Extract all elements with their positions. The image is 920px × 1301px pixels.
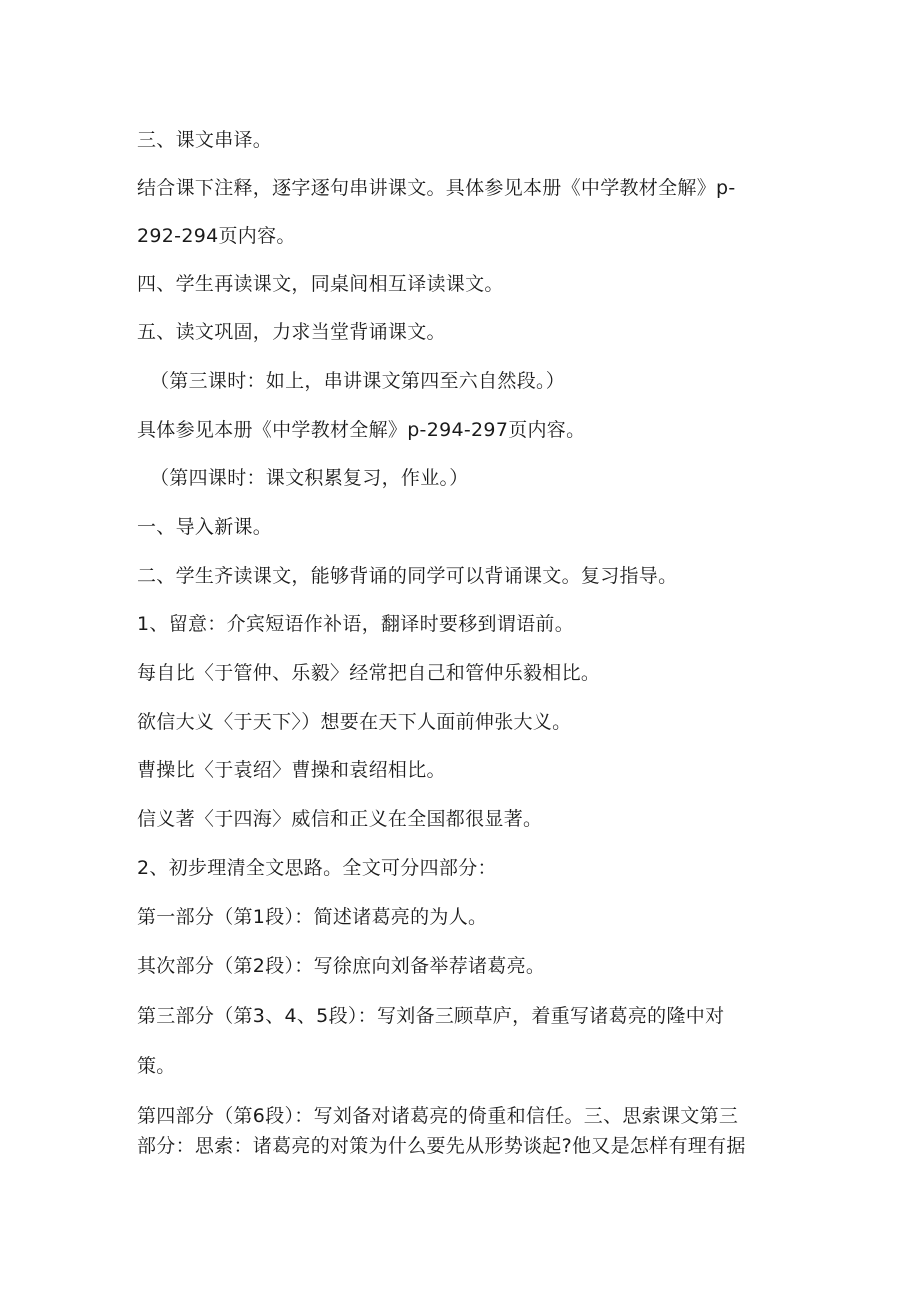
text-line: 部分：思索：诸葛亮的对策为什么要先从形势谈起?他又是怎样有理有据 (137, 1135, 746, 1157)
text-line: 具体参见本册《中学教材全解》p-294-297页内容。 (137, 419, 586, 441)
text-line: 第四部分（第6段）：写刘备对诸葛亮的倚重和信任。三、思索课文第三 (137, 1105, 739, 1127)
text-line: 策。 (137, 1055, 176, 1077)
text-line: （第四课时：课文积累复习，作业。） (150, 467, 469, 489)
text-line: 五、读文巩固，力求当堂背诵课文。 (137, 321, 446, 343)
text-line: 其次部分（第2段）：写徐庶向刘备举荐诸葛亮。 (137, 955, 546, 977)
text-line: 三、课文串译。 (137, 129, 273, 151)
text-line: 欲信大义〈于天下〉）想要在天下人面前伸张大义。 (137, 711, 572, 733)
text-line: 292-294页内容。 (137, 225, 296, 247)
text-line: 2、初步理清全文思路。全文可分四部分： (137, 857, 497, 879)
text-line: 信义著〈于四海〉威信和正义在全国都很显著。 (137, 808, 543, 830)
text-line: 1、留意：介宾短语作补语，翻译时要移到谓语前。 (137, 613, 574, 635)
text-line: 每自比〈于管仲、乐毅〉经常把自己和管仲乐毅相比。 (137, 662, 601, 684)
text-line: 一、导入新课。 (137, 516, 273, 538)
text-line: 四、学生再读课文，同桌间相互译读课文。 (137, 273, 504, 295)
text-line: 曹操比〈于袁绍〉曹操和袁绍相比。 (137, 759, 446, 781)
text-line: 二、学生齐读课文，能够背诵的同学可以背诵课文。复习指导。 (137, 565, 678, 587)
text-line: （第三课时：如上，串讲课文第四至六自然段。） (150, 370, 566, 392)
text-line: 结合课下注释，逐字逐句串讲课文。具体参见本册《中学教材全解》p- (137, 177, 736, 199)
text-line: 第一部分（第1段）：简述诸葛亮的为人。 (137, 906, 488, 928)
text-line: 第三部分（第3、4、5段）：写刘备三顾草庐，着重写诸葛亮的隆中对 (137, 1005, 725, 1027)
